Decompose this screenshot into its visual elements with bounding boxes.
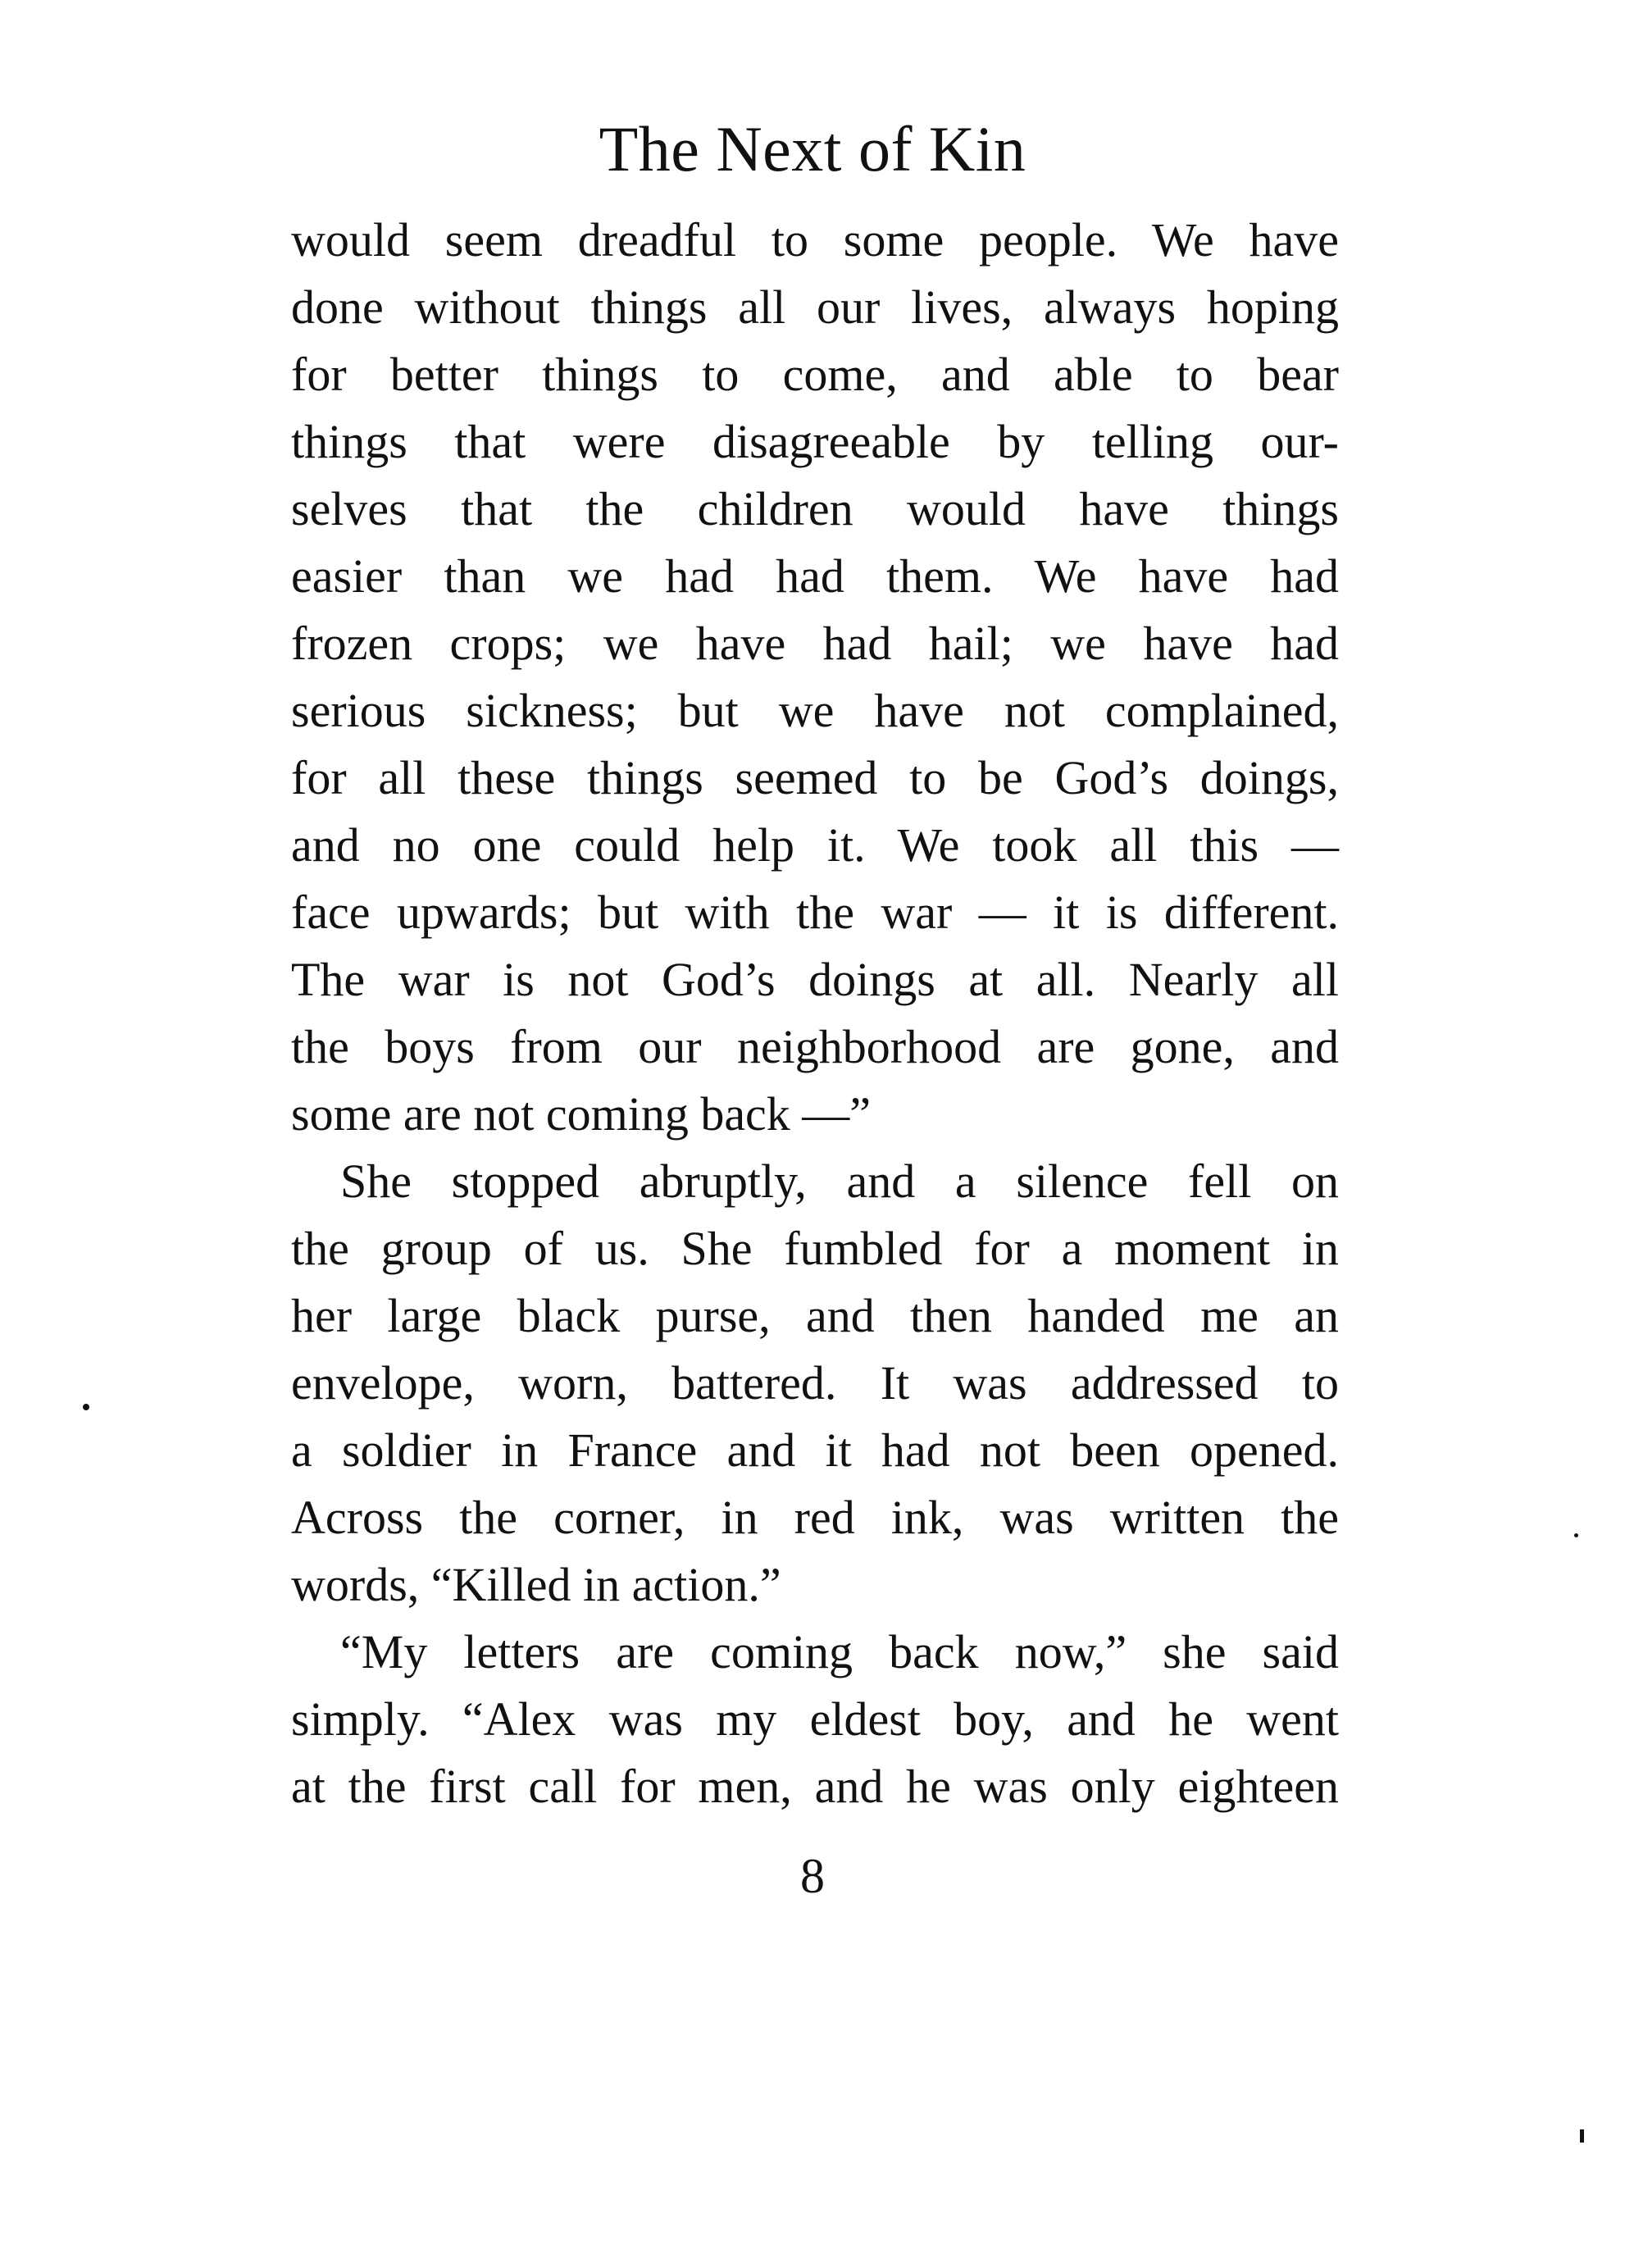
text-line: for all these things seemed to be God’s doings, xyxy=(291,751,1339,804)
scan-speck xyxy=(83,1404,89,1410)
text-line: envelope, worn, battered. It was addressed to xyxy=(291,1356,1339,1410)
scan-speck xyxy=(1574,1533,1578,1537)
text-line: the boys from our neighborhood are gone, and xyxy=(291,1020,1339,1073)
text-line: would seem dreadful to some people. We have xyxy=(291,213,1339,266)
text-line: a soldier in France and it had not been opened. xyxy=(291,1423,1339,1477)
text-line: the group of us. She fumbled for a moment in xyxy=(291,1222,1339,1275)
text-line: things that were disagreeable by telling our- xyxy=(291,415,1339,468)
text-line: frozen crops; we have had hail; we have had xyxy=(291,617,1339,670)
text-line: done without things all our lives, always hoping xyxy=(291,280,1339,334)
scan-speck xyxy=(1580,2129,1584,2143)
text-line: some are not coming back —” xyxy=(291,1087,872,1141)
text-line: for better things to come, and able to bear xyxy=(291,348,1339,401)
text-line: selves that the children would have things xyxy=(291,482,1339,535)
running-title: The Next of Kin xyxy=(599,113,1026,184)
text-line: and no one could help it. We took all this — xyxy=(291,818,1339,872)
text-line: “My letters are coming back now,” she said xyxy=(340,1625,1339,1678)
page-number: 8 xyxy=(800,1849,825,1903)
text-line: She stopped abruptly, and a silence fell on xyxy=(340,1154,1339,1208)
text-line: The war is not God’s doings at all. Nearly all xyxy=(291,953,1339,1006)
text-line: simply. “Alex was my eldest boy, and he went xyxy=(291,1692,1339,1746)
text-line: at the first call for men, and he was only eighteen xyxy=(291,1760,1339,1813)
text-line: her large black purse, and then handed me an xyxy=(291,1289,1339,1342)
body-text xyxy=(291,207,1339,1820)
text-line: easier than we had had them. We have had xyxy=(291,549,1339,603)
text-line: serious sickness; but we have not complained, xyxy=(291,684,1339,737)
text-line: Across the corner, in red ink, was written the xyxy=(291,1491,1339,1544)
text-line: words, “Killed in action.” xyxy=(291,1558,781,1611)
text-line: face upwards; but with the war — it is different. xyxy=(291,886,1339,939)
